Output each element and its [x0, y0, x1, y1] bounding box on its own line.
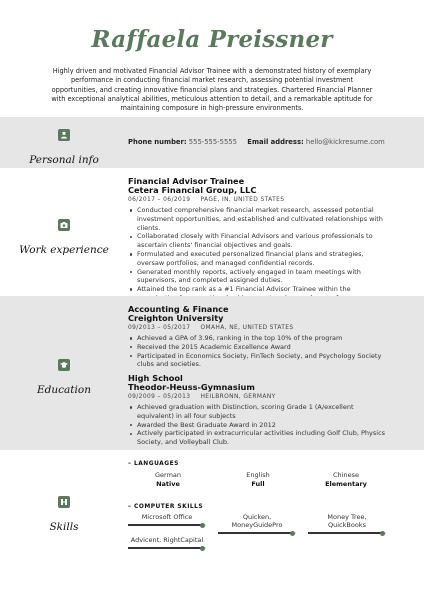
- language-level: Elementary: [325, 480, 367, 488]
- education-meta: [128, 393, 392, 402]
- camera-icon: [58, 219, 70, 231]
- degree-title: High School: [128, 373, 183, 383]
- candidate-name: Raffaela Preissner: [91, 26, 333, 53]
- personal-info-section: [0, 117, 424, 168]
- skill-bar-fill: [128, 547, 202, 549]
- tools-icon: [58, 496, 70, 508]
- email-label: Email address:: [247, 138, 304, 146]
- phone-value[interactable]: 555-555-5555: [188, 138, 237, 146]
- degree-title: Accounting & Finance: [128, 304, 229, 314]
- skill-bar: [218, 532, 296, 534]
- education-bullets: [128, 403, 392, 447]
- job-location: PAGE, IN, UNITED STATES: [200, 197, 285, 203]
- list-item: Formulated and executed personalized financial plans and strategies, oversaw portfolios, and managed confidential records.: [128, 250, 392, 268]
- profile-summary: Highly driven and motivated Financial Advisor Trainee with a demonstrated history of exemplary performance in conducting financial market research, assessing potential investment opportunities, and creating innovative financial plans and strategies. Chartered Financial Planner with exceptional analytical abilities, meticulous attention to detail, and a remarkable aptitude for maintaining composure in high-pressure environments.: [51, 67, 373, 113]
- languages-block: [128, 460, 392, 494]
- list-item: Collaborated closely with Financial Advisors and various professionals to ascertain clients' financial objectives and goals.: [128, 232, 392, 250]
- education-dates: 09/2013 – 05/2017: [128, 325, 191, 331]
- work-experience-sidebar: [0, 216, 128, 256]
- personal-info-sidebar: [0, 126, 128, 166]
- skill-bar: [128, 524, 206, 526]
- skill-bar-knob: [200, 546, 205, 551]
- skill-bar-knob: [290, 531, 295, 536]
- language-name: English: [246, 471, 270, 479]
- skills-section: [0, 450, 424, 560]
- education-entry: [128, 374, 392, 447]
- education-meta: [128, 324, 392, 333]
- skill-bar: [128, 547, 206, 549]
- skill-bar-knob: [200, 523, 205, 528]
- education-section: [0, 296, 424, 450]
- list-item: Awarded the Best Graduate Award in 2012: [128, 421, 392, 430]
- skill-name: Advicent, RightCapital: [130, 536, 204, 544]
- language-item: [128, 471, 208, 489]
- language-name: German: [154, 471, 182, 479]
- contact-details: [128, 138, 392, 147]
- list-item: Received the 2015 Academic Excellence Award: [128, 343, 392, 352]
- list-item: Participated in Economics Society, FinTech Society, and Psychology Society clubs and societies.: [128, 352, 392, 370]
- section-title: Personal info: [29, 154, 99, 166]
- languages-heading: – LANGUAGES: [128, 461, 179, 467]
- section-title: Work experience: [19, 244, 109, 256]
- skill-name: Money Tree, QuickBooks: [327, 513, 367, 529]
- list-item: Actively participated in extracurricular activities including Golf Club, Physics Society, and Volleyball Club.: [128, 429, 392, 447]
- skill-bar-fill: [308, 532, 382, 534]
- skill-item: [128, 513, 206, 526]
- language-level: Full: [251, 480, 265, 488]
- phone-label: Phone number:: [128, 138, 187, 146]
- job-dates: 06/2017 – 06/2019: [128, 197, 191, 203]
- skill-item: [308, 513, 386, 534]
- school-name: Creighton University: [128, 313, 224, 323]
- education-location: HEILBRONN, GERMANY: [200, 394, 276, 400]
- person-icon: [58, 129, 70, 141]
- skill-bar-fill: [218, 532, 292, 534]
- education-location: OMAHA, NE, UNITED STATES: [200, 325, 294, 331]
- list-item: Attained the top rank as a #1 Financial Advisor Trainee within the: [128, 285, 392, 303]
- company-name: Cetera Financial Group, LLC: [128, 185, 257, 195]
- list-item: Achieved graduation with Distinction, scoring Grade 1 (A/excellent equivalent) in all four subjects: [128, 403, 392, 421]
- skill-item: [218, 513, 296, 534]
- computer-skills-heading: – COMPUTER SKILLS: [128, 504, 204, 510]
- education-bullets: [128, 334, 392, 369]
- job-bullets: [128, 206, 392, 303]
- job-title: Financial Advisor Trainee: [128, 176, 245, 186]
- school-name: Theodor-Heuss-Gymnasium: [128, 382, 255, 392]
- list-item: Generated monthly reports, actively engaged in team meetings with supervisors, and completed assigned duties.: [128, 268, 392, 286]
- language-item: [306, 471, 386, 489]
- skill-bar-fill: [128, 524, 202, 526]
- language-item: [218, 471, 298, 489]
- skills-sidebar: [0, 493, 128, 533]
- language-level: Native: [156, 480, 180, 488]
- job-entry: [128, 177, 392, 303]
- job-meta: [128, 196, 392, 205]
- computer-skills-block: [128, 503, 392, 555]
- email-value[interactable]: hello@kickresume.com: [305, 138, 385, 146]
- skill-name: Quicken, MoneyGuidePro: [231, 513, 283, 529]
- section-title: Education: [37, 384, 91, 396]
- skill-bar: [308, 532, 386, 534]
- graduation-cap-icon: [58, 359, 70, 371]
- education-dates: 09/2009 – 05/2013: [128, 394, 191, 400]
- education-sidebar: [0, 356, 128, 396]
- list-item: Conducted comprehensive financial market research, assessed potential investment opportunities, and established and cultivated relationships with clients.: [128, 206, 392, 232]
- skill-name: Microsoft Office: [141, 513, 193, 521]
- language-name: Chinese: [333, 471, 359, 479]
- skill-bar-knob: [380, 531, 385, 536]
- section-title: Skills: [49, 521, 79, 533]
- list-item: Achieved a GPA of 3.96, ranking in the top 10% of the program: [128, 334, 392, 343]
- skill-item: [128, 536, 206, 549]
- languages-row: [128, 471, 392, 493]
- work-experience-section: [0, 168, 424, 296]
- education-entry: [128, 305, 392, 369]
